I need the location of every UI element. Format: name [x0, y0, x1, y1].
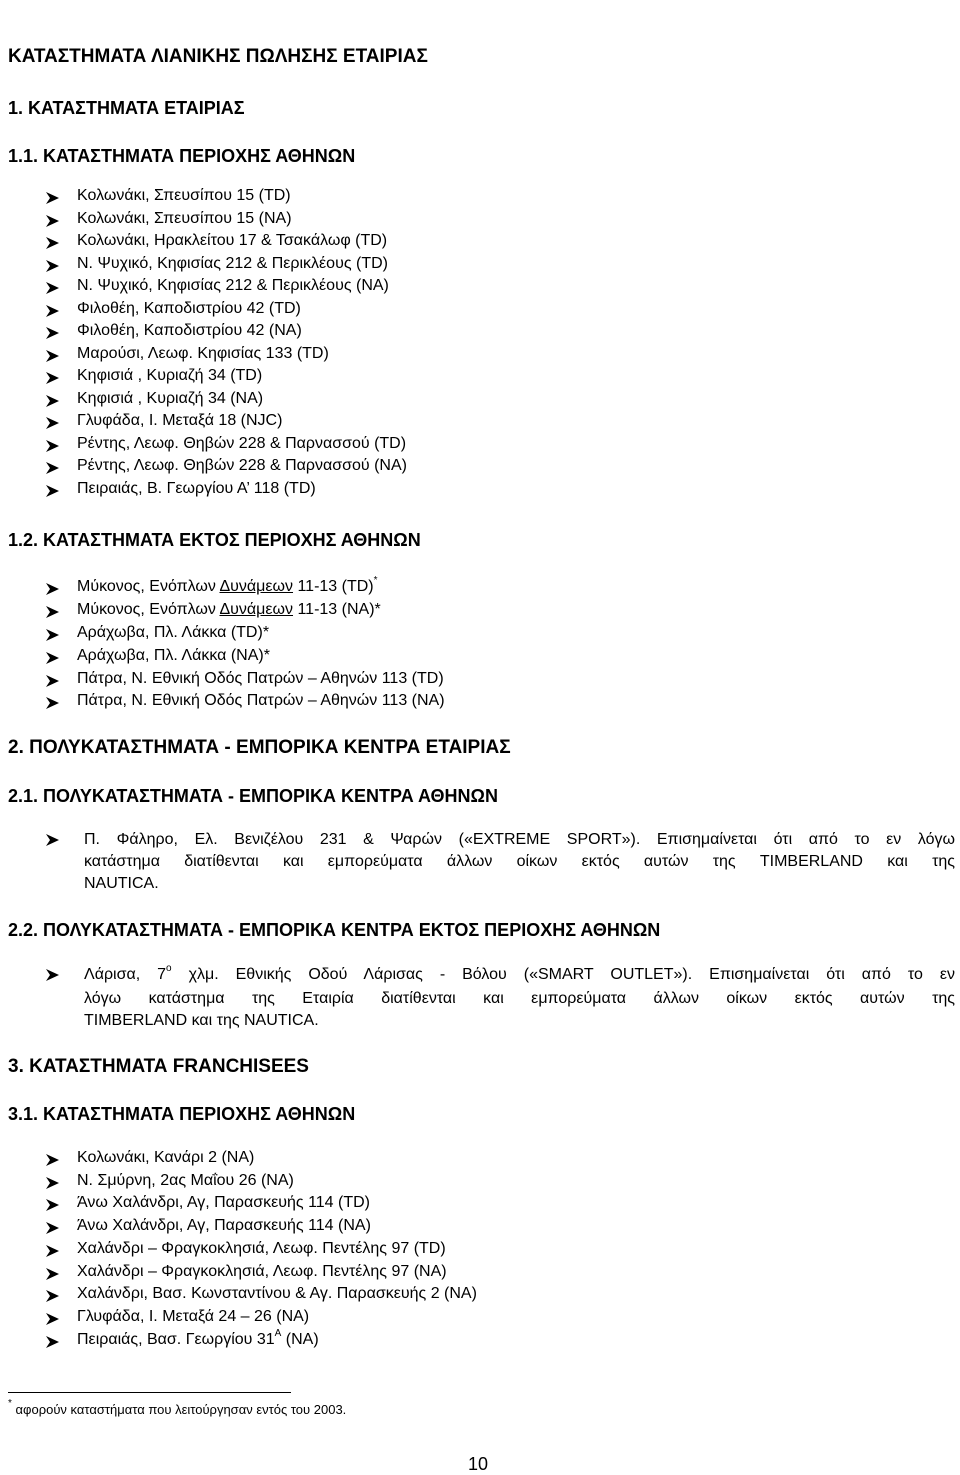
page-title: ΚΑΤΑΣΤΗΜΑΤΑ ΛΙΑΝΙΚΗΣ ΠΩΛΗΣΗΣ ΕΤΑΙΡΙΑΣ [8, 46, 428, 67]
arrow-bullet-icon [46, 583, 59, 595]
arrow-bullet-icon [46, 417, 59, 429]
list-item: Πάτρα, Ν. Εθνική Οδός Πατρών – Αθηνών 113 (TD) [77, 669, 444, 687]
arrow-bullet-icon [46, 440, 59, 452]
section-3-heading: 3. ΚΑΤΑΣΤΗΜΑΤΑ FRANCHISEES [8, 1056, 309, 1077]
dept-store-outside-paragraph: Λάρισα, $7^o$ χλμ. Εθνικής Οδού Λάρισας - Βόλου («SMART OUTLET»). Επισημαίνεται ότι από το εν λόγω κατάστημα της Εταιρία διατίθενται και εμπορεύματα άλλων οίκων εκτός αυτών της TIMBERLAND και της NAUTICA. [84, 963, 955, 1029]
section-1-1-heading: 1.1. ΚΑΤΑΣΤΗΜΑΤΑ ΠΕΡΙΟΧΗΣ ΑΘΗΝΩΝ [8, 146, 356, 166]
arrow-bullet-icon [46, 215, 59, 227]
arrow-bullet-icon [46, 834, 59, 846]
arrow-bullet-icon [46, 1222, 59, 1234]
arrow-bullet-icon [46, 1245, 59, 1257]
dept-store-athens-paragraph: Π. Φάληρο, Ελ. Βενιζέλου 231 & Ψαρών («EXTREME SPORT»). Επισημαίνεται ότι από το εν λόγω κατάστημα διατίθενται και εμπορεύματα άλλων οίκων εκτός αυτών της TIMBERLAND και της NAUTICA. [84, 831, 955, 892]
list-item: Άνω Χαλάνδρι, Αγ, Παρασκευής 114 (NA) [77, 1217, 371, 1235]
list-item: Ρέντης, Λεωφ. Θηβών 228 & Παρνασσού (TD) [77, 434, 407, 452]
arrow-bullet-icon [46, 969, 59, 981]
list-item: Κολωνάκι, Σπευσίπου 15 (TD) [77, 187, 291, 204]
list-item: Μύκονος, Ενόπλων Δυνάμεων 11-13 (TD)* [77, 575, 378, 595]
list-item: Χαλάνδρι – Φραγκοκλησιά, Λεωφ. Πεντέλης 97 (NA) [77, 1262, 447, 1280]
list-item: Μύκονος, Ενόπλων Δυνάμεων 11-13 (NA)* [77, 601, 381, 618]
arrow-bullet-icon [46, 192, 59, 204]
list-item: Χαλάνδρι, Βασ. Κωνσταντίνου & Αγ. Παρασκευής 2 (NA) [77, 1285, 477, 1303]
section-2-2-heading: 2.2. ΠΟΛΥΚΑΤΑΣΤΗΜΑΤΑ - ΕΜΠΟΡΙΚΑ ΚΕΝΤΡΑ ΕΚΤΟΣ ΠΕΡΙΟΧΗΣ ΑΘΗΝΩΝ [8, 920, 661, 940]
arrow-bullet-icon [46, 462, 59, 474]
list-item: Γλυφάδα, Ι. Μεταξά 24 – 26 (NA) [77, 1307, 310, 1325]
arrow-bullet-icon [46, 395, 59, 407]
list-item: Πάτρα, Ν. Εθνική Οδός Πατρών – Αθηνών 113 (NA) [77, 692, 445, 710]
arrow-bullet-icon [46, 1199, 59, 1211]
arrow-bullet-icon [46, 260, 59, 272]
arrow-bullet-icon [46, 1290, 59, 1302]
arrow-bullet-icon [46, 350, 59, 362]
arrow-bullet-icon [46, 282, 59, 294]
section-1-2-heading: 1.2. ΚΑΤΑΣΤΗΜΑΤΑ ΕΚΤΟΣ ΠΕΡΙΟΧΗΣ ΑΘΗΝΩΝ [8, 530, 421, 550]
list-item: Πειραιάς, Βασ. Γεωργίου $31^A$ (NA) [77, 1328, 319, 1348]
arrow-bullet-icon [46, 237, 59, 249]
list-item: Φιλοθέη, Καποδιστρίου 42 (TD) [77, 299, 301, 317]
list-item: Κολωνάκι, Σπευσίπου 15 (NA) [77, 209, 292, 227]
arrow-bullet-icon [46, 629, 59, 641]
list-item: Αράχωβα, Πλ. Λάκκα (NA)* [77, 646, 270, 664]
arrow-bullet-icon [46, 606, 59, 618]
arrow-bullet-icon [46, 697, 59, 709]
footnote-marker: * [373, 575, 378, 586]
list-item: Κηφισιά , Κυριαζή 34 (NA) [77, 389, 264, 407]
footnote: * αφορούν καταστήματα που λειτούργησαν εντός του 2003. [8, 1398, 347, 1417]
footnote-divider [8, 1392, 291, 1393]
arrow-bullet-icon [46, 1336, 59, 1348]
arrow-bullet-icon [46, 485, 59, 497]
list-item: Ν. Ψυχικό, Κηφισίας 212 & Περικλέους (NA) [77, 277, 389, 294]
arrow-bullet-icon [46, 675, 59, 687]
list-item: Κολωνάκι, Κανάρι 2 (NA) [77, 1149, 255, 1166]
list-item: Ν. Σμύρνη, 2ας Μαΐου 26 (NA) [77, 1171, 294, 1189]
section-2-1-heading: 2.1. ΠΟΛΥΚΑΤΑΣΤΗΜΑΤΑ - ΕΜΠΟΡΙΚΑ ΚΕΝΤΡΑ ΑΘΗΝΩΝ [8, 786, 498, 806]
list-item: Κηφισιά , Κυριαζή 34 (TD) [77, 367, 263, 384]
arrow-bullet-icon [46, 372, 59, 384]
list-item: Μαρούσι, Λεωφ. Κηφισίας 133 (TD) [77, 344, 329, 362]
list-item: Ρέντης, Λεωφ. Θηβών 228 & Παρνασσού (NA) [77, 457, 407, 474]
arrow-bullet-icon [46, 327, 59, 339]
list-item: Άνω Χαλάνδρι, Αγ, Παρασκευής 114 (TD) [77, 1194, 371, 1212]
arrow-bullet-icon [46, 1154, 59, 1166]
list-item: Χαλάνδρι – Φραγκοκλησιά, Λεωφ. Πεντέλης 97 (TD) [77, 1239, 446, 1257]
section-2-heading: 2. ΠΟΛΥΚΑΤΑΣΤΗΜΑΤΑ - ΕΜΠΟΡΙΚΑ ΚΕΝΤΡΑ ΕΤΑΙΡΙΑΣ [8, 737, 511, 758]
list-item: Κολωνάκι, Ηρακλείτου 17 & Τσακάλωφ (TD) [77, 232, 388, 249]
arrow-bullet-icon [46, 1177, 59, 1189]
list-item: Πειραιάς, Β. Γεωργίου Α’ 118 (TD) [77, 479, 316, 497]
arrow-bullet-icon [46, 1313, 59, 1325]
section-3-1-heading: 3.1. ΚΑΤΑΣΤΗΜΑΤΑ ΠΕΡΙΟΧΗΣ ΑΘΗΝΩΝ [8, 1104, 356, 1124]
page-number: 10 [468, 1454, 489, 1474]
list-item: Γλυφάδα, Ι. Μεταξά 18 (NJC) [77, 412, 283, 429]
arrow-bullet-icon [46, 1268, 59, 1280]
list-item: Ν. Ψυχικό, Κηφισίας 212 & Περικλέους (TD) [77, 254, 388, 272]
section-1-heading: 1. ΚΑΤΑΣΤΗΜΑΤΑ ΕΤΑΙΡΙΑΣ [8, 98, 245, 118]
arrow-bullet-icon [46, 305, 59, 317]
list-item: Φιλοθέη, Καποδιστρίου 42 (NA) [77, 322, 302, 339]
list-item: Αράχωβα, Πλ. Λάκκα (TD)* [77, 624, 270, 641]
arrow-bullet-icon [46, 652, 59, 664]
